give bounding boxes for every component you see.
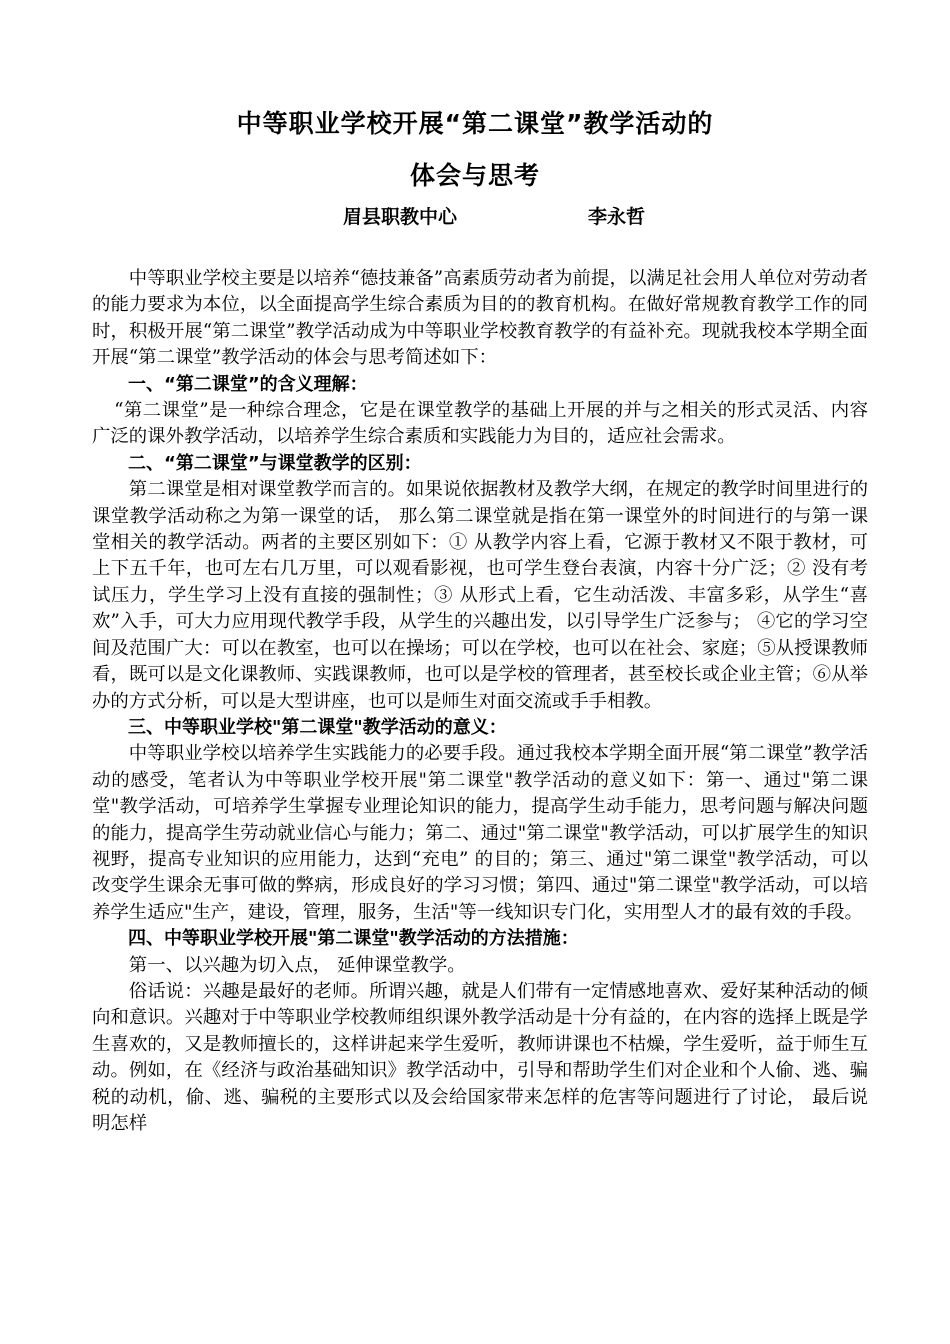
section-heading-3: 三、中等职业学校"第二课堂"教学活动的意义： [128,716,507,738]
section-heading-2: 二、“第二课堂”与课堂教学的区别： [128,452,422,474]
section-heading-1: 一、“第二课堂”的含义理解： [128,373,368,395]
author-organization: 眉县职教中心 [343,206,458,228]
author-name: 李永哲 [588,206,646,228]
document-title-line-1: 中等职业学校开展“第二课堂”教学活动的 [236,109,714,138]
section-heading-4: 四、中等职业学校开展"第二课堂"教学活动的方法措施： [128,928,579,950]
document-title-line-2: 体会与思考 [409,161,540,190]
intro-paragraph: 中等职业学校主要是以培养“德技兼备”高素质劳动者为前提，以满足社会用人单位对劳动者的能力要求为本位，以全面提高学生综合素质为目的的教育机构。在做好常规教育教学工作的同时，积极开展“第二课堂”教学活动成为中等职业学校教育教学的有益补充。现就我校本学期全面开展“第二课堂”教学活动的体会与思考简述如下： [92,268,868,369]
document-body [92,266,868,1137]
section-paragraph-4b: 俗话说：兴趣是最好的老师。所谓兴趣，就是人们带有一定情感地喜欢、爱好某种活动的倾向和意识。兴趣对于中等职业学校教师组织课外教学活动是十分有益的，在内容的选择上既是学生喜欢的，又是教师擅长的，这样讲起来学生爱听，教师讲课也不枯燥，学生爱听，益于师生互动。例如，在《经济与政治基础知识》教学活动中，引导和帮助学生们对企业和个人偷、逃、骗税的动机，偷、逃、骗税的主要形式以及会给国家带来怎样的危害等问题进行了讨论， 最后说明怎样 [92,980,868,1134]
section-paragraph-3: 中等职业学校以培养学生实践能力的必要手段。通过我校本学期全面开展“第二课堂”教学活动的感受，笔者认为中等职业学校开展"第二课堂"教学活动的意义如下：第一、通过"第二课堂"教学活动，可培养学生掌握专业理论知识的能力，提高学生动手能力，思考问题与解决问题的能力，提高学生劳动就业信心与能力；第二、通过"第二课堂"教学活动，可以扩展学生的知识视野，提高专业知识的应用能力，达到“充电” 的目的；第三、通过"第二课堂"教学活动，可以改变学生课余无事可做的弊病，形成良好的学习习惯；第四、通过"第二课堂"教学活动，可以培养学生适应"生产，建设，管理，服务，生活"等一线知识专门化，实用型人才的最有效的手段。 [92,743,868,923]
section-paragraph-2: 第二课堂是相对课堂教学而言的。如果说依据教材及教学大纲，在规定的教学时间里进行的课堂教学活动称之为第一课堂的话， 那么第二课堂就是指在第一课堂外的时间进行的与第一课堂相关的教学活动。两者的主要区别如下：① 从教学内容上看，它源于教材又不限于教材，可上下五千年，也可左右几万里，可以观看影视，也可学生登台表演，内容十分广泛；② 没有考试压力，学生学习上没有直接的强制性；③ 从形式上看，它生动活泼、丰富多彩，从学生“喜欢”入手，可大力应用现代教学手段，从学生的兴趣出发，以引导学生广泛参与； ④它的学习空间及范围广大：可以在教室，也可以在操场；可以在学校，也可以在社会、家庭；⑤从授课教师看，既可以是文化课教师、实践课教师，也可以是学校的管理者，甚至校长或企业主管；⑥从举办的方式分析，可以是大型讲座，也可以是师生对面交流或手手相教。 [92,479,868,712]
section-paragraph-1: “第二课堂”是一种综合理念，它是在课堂教学的基础上开展的并与之相关的形式灵活、内容广泛的课外教学活动，以培养学生综合素质和实践能力为目的，适应社会需求。 [92,400,868,448]
section-paragraph-4a: 第一、以兴趣为切入点， 延伸课堂教学。 [128,954,466,976]
